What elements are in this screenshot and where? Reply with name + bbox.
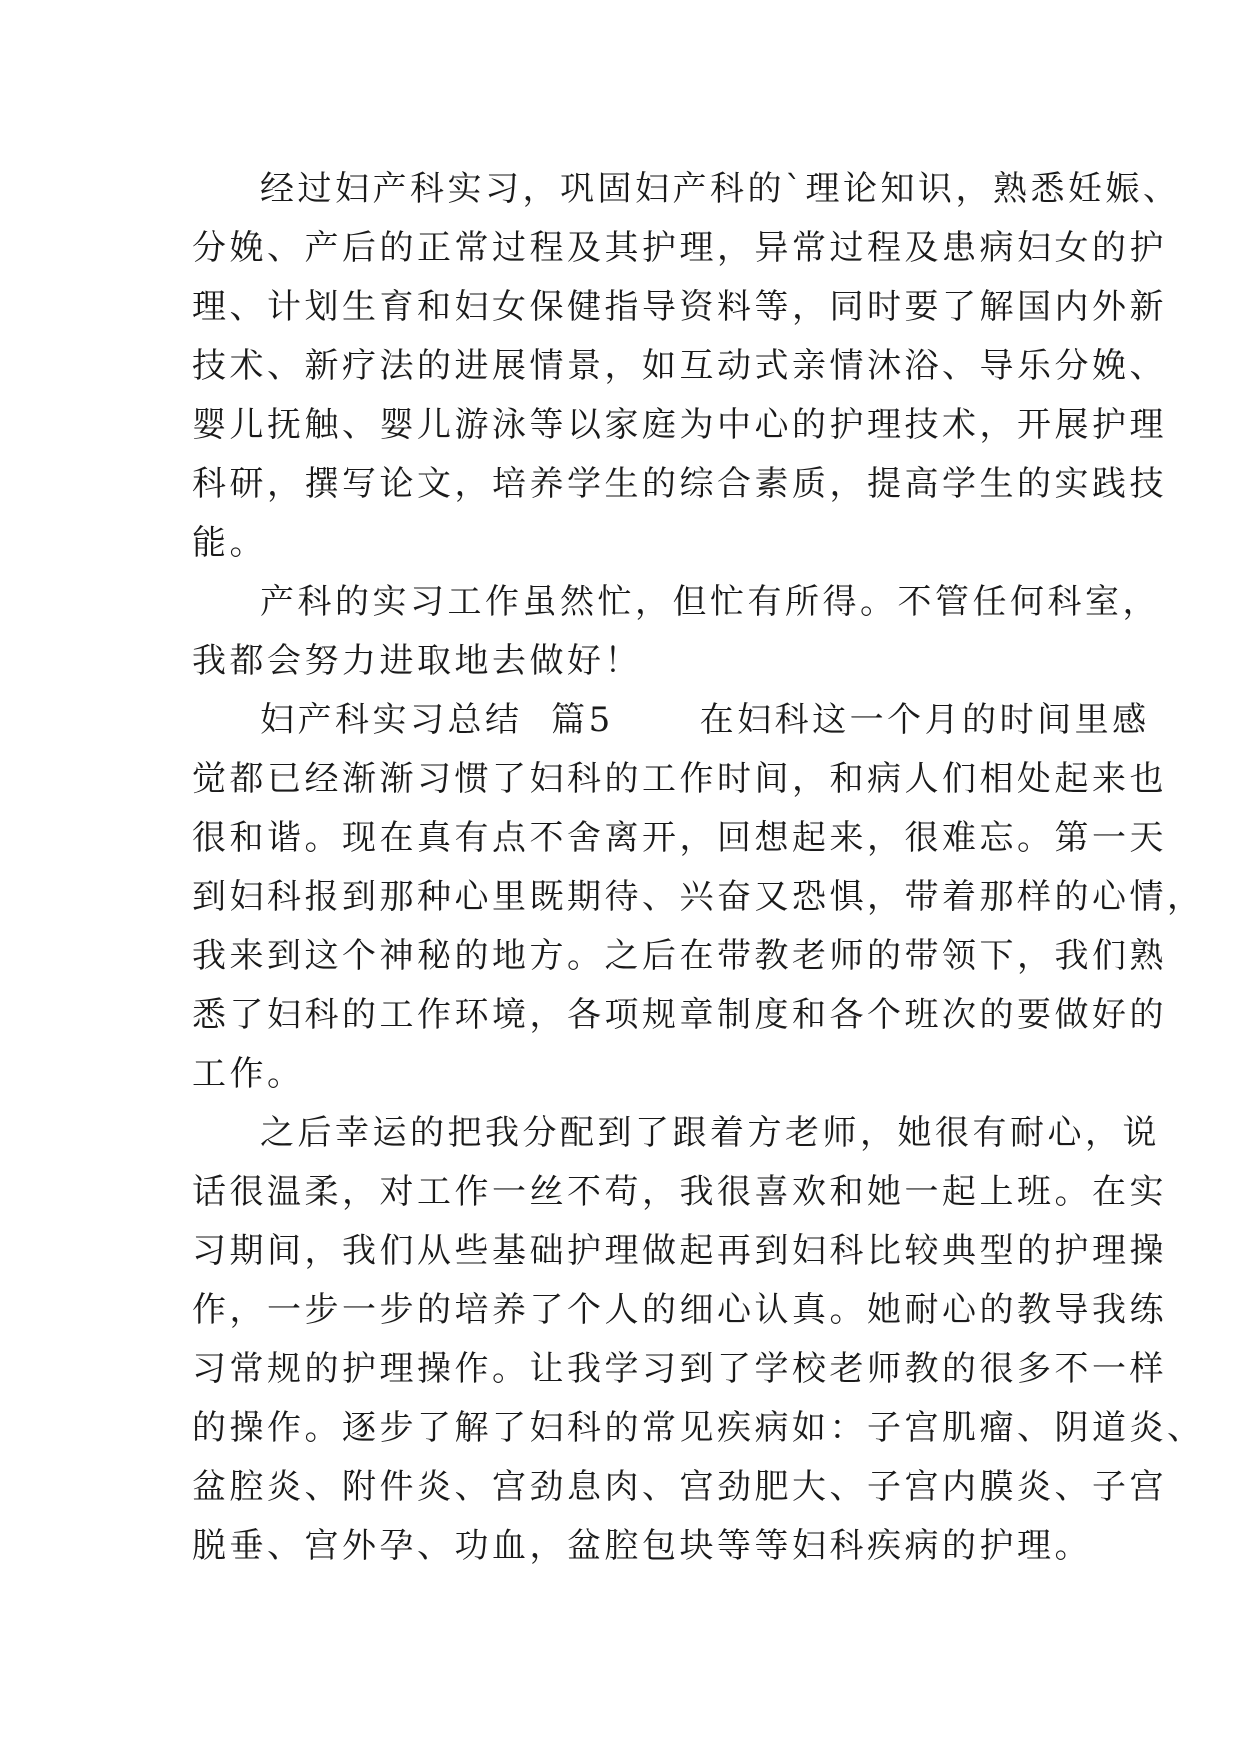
paragraph-line: 工作。 bbox=[192, 1054, 305, 1094]
paragraph-line: 很和谐。现在真有点不舍离开，回想起来，很难忘。第一天 bbox=[192, 818, 1167, 858]
paragraph-line: 科研，撰写论文，培养学生的综合素质，提高学生的实践技 bbox=[192, 464, 1167, 504]
paragraph-line: 习期间，我们从些基础护理做起再到妇科比较典型的护理操 bbox=[192, 1231, 1167, 1271]
paragraph-line: 觉都已经渐渐习惯了妇科的工作时间，和病人们相处起来也 bbox=[192, 759, 1167, 799]
paragraph-line: 到妇科报到那种心里既期待、兴奋又恐惧，带着那样的心情， bbox=[192, 877, 1205, 917]
paragraph-line: 产科的实习工作虽然忙，但忙有所得。不管任何科室， bbox=[260, 582, 1160, 622]
paragraph-1 bbox=[192, 160, 1181, 573]
paragraph-line: 悉了妇科的工作环境，各项规章制度和各个班次的要做好的 bbox=[192, 995, 1167, 1035]
paragraph-line: 经过妇产科实习，巩固妇产科的`理论知识，熟悉妊娠、 bbox=[260, 169, 1181, 209]
paragraph-3 bbox=[192, 691, 1205, 1104]
paragraph-line: 婴儿抚触、婴儿游泳等以家庭为中心的护理技术，开展护理 bbox=[192, 405, 1167, 445]
paragraph-line: 我都会努力进取地去做好！ bbox=[192, 641, 642, 681]
paragraph-line: 的操作。逐步了解了妇科的常见疾病如：子宫肌瘤、阴道炎、 bbox=[192, 1408, 1205, 1448]
paragraph-line: 习常规的护理操作。让我学习到了学校老师教的很多不一样 bbox=[192, 1349, 1167, 1389]
paragraph-line: 分娩、产后的正常过程及其护理，异常过程及患病妇女的护 bbox=[192, 228, 1167, 268]
paragraph-line: 之后幸运的把我分配到了跟着方老师，她很有耐心，说 bbox=[260, 1113, 1160, 1153]
paragraph-line: 脱垂、宫外孕、功血，盆腔包块等等妇科疾病的护理。 bbox=[192, 1526, 1092, 1566]
paragraph-line: 作，一步一步的培养了个人的细心认真。她耐心的教导我练 bbox=[192, 1290, 1167, 1330]
paragraph-4 bbox=[192, 1104, 1205, 1576]
paragraph-line: 话很温柔，对工作一丝不苟，我很喜欢和她一起上班。在实 bbox=[192, 1172, 1167, 1212]
document-body bbox=[192, 160, 1205, 1576]
paragraph-line: 技术、新疗法的进展情景，如互动式亲情沐浴、导乐分娩、 bbox=[192, 346, 1167, 386]
paragraph-line: 理、计划生育和妇女保健指导资料等，同时要了解国内外新 bbox=[192, 287, 1167, 327]
paragraph-line: 我来到这个神秘的地方。之后在带教老师的带领下，我们熟 bbox=[192, 936, 1167, 976]
paragraph-line: 能。 bbox=[192, 523, 267, 563]
paragraph-2 bbox=[192, 573, 1160, 691]
paragraph-line: 盆腔炎、附件炎、宫劲息肉、宫劲肥大、子宫内膜炎、子宫 bbox=[192, 1467, 1167, 1507]
paragraph-line: 妇产科实习总结 篇5 在妇科这一个月的时间里感 bbox=[260, 700, 1150, 740]
